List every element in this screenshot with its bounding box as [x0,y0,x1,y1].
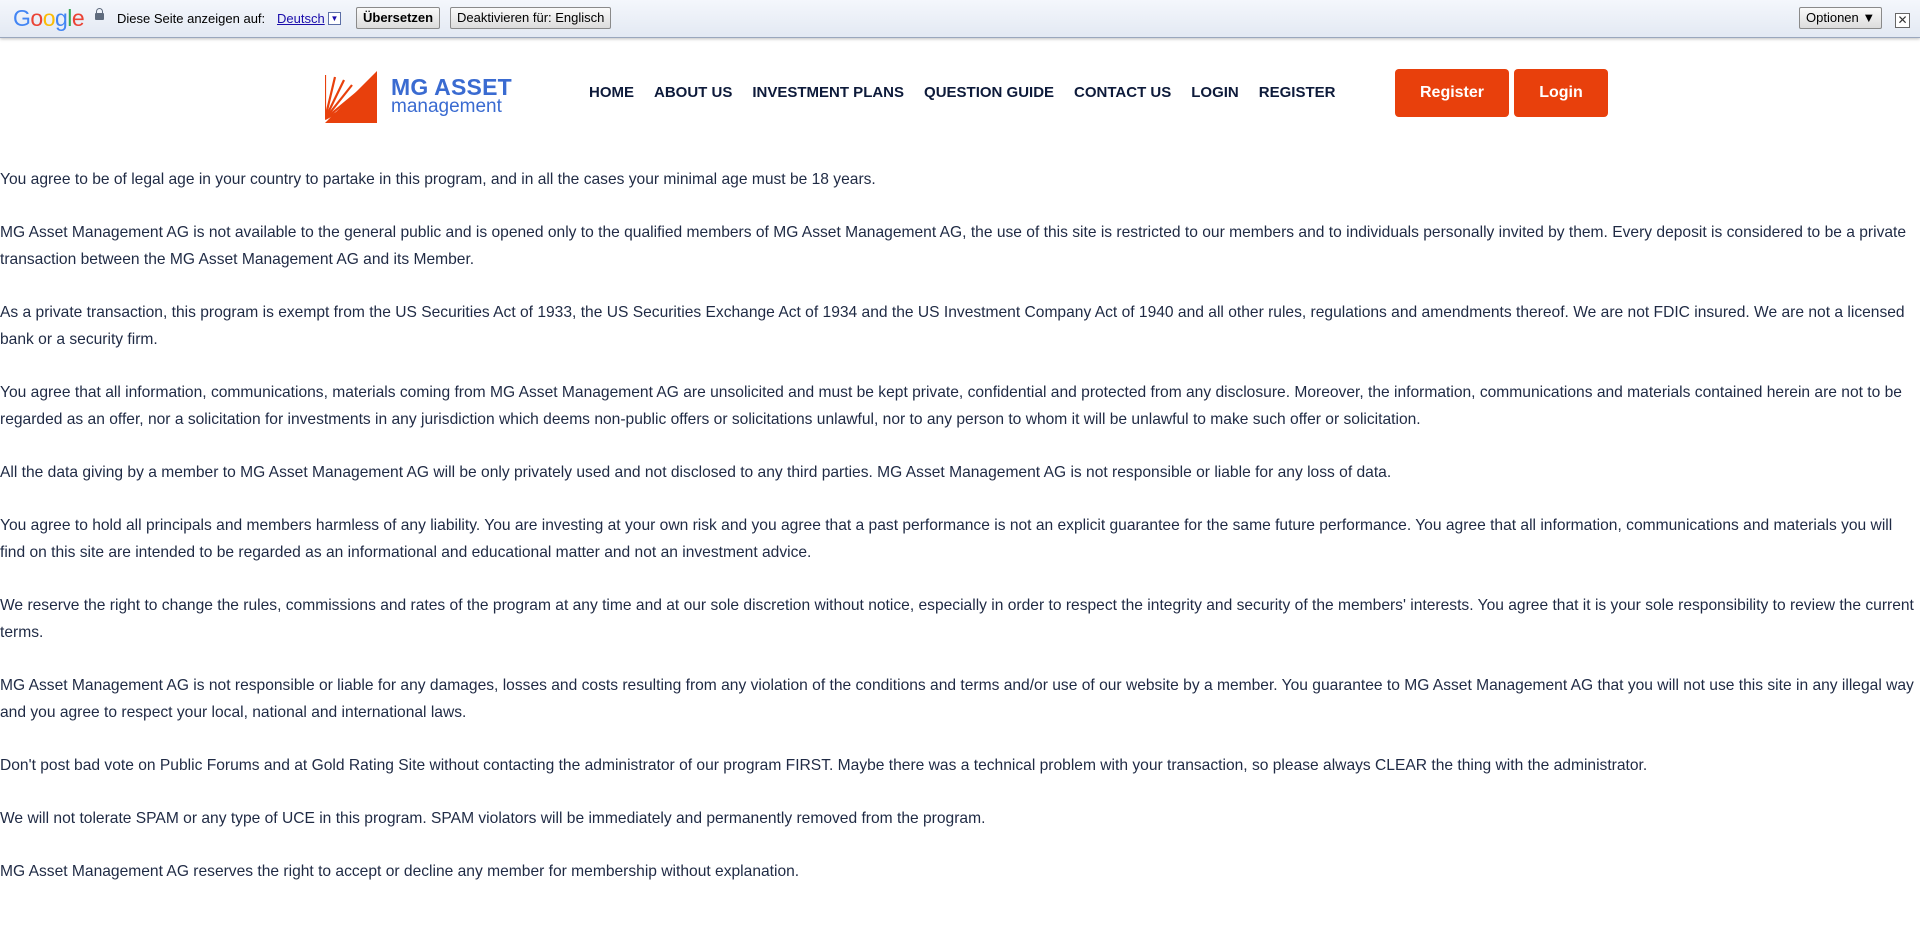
login-button[interactable]: Login [1514,69,1608,117]
close-icon[interactable]: ✕ [1895,13,1910,28]
options-button[interactable]: Optionen ▼ [1799,7,1882,29]
terms-paragraph: MG Asset Management AG is not available to the general public and is opened only to the qualified members of MG Asset Management AG, the use of this site is restricted to our members and to individuals personally invited by them. Every deposit is considered to be a private transaction between the MG Asset Management AG and its Member. [0,224,1907,268]
terms-content [0,166,1920,911]
brand-name-line1: MG ASSET [391,74,512,100]
terms-paragraph: All the data giving by a member to MG Asset Management AG will be only privately used and not disclosed to any third parties. MG Asset Management AG is not responsible or liable for any loss of data. [0,464,1392,481]
brand-logo[interactable] [325,71,515,127]
terms-paragraph: Don't post bad vote on Public Forums and at Gold Rating Site without contacting the administrator of our program FIRST. Maybe there was a technical problem with your transaction, so please always CLEAR the thing with the administrator. [0,757,1648,774]
main-nav [589,84,1355,101]
nav-question-guide[interactable]: QUESTION GUIDE [924,84,1055,101]
logo-mark-icon [325,71,377,123]
nav-investment-plans[interactable]: INVESTMENT PLANS [752,84,905,101]
terms-paragraph: MG Asset Management AG is not responsible or liable for any damages, losses and costs resulting from any violation of the conditions and terms and/or use of our website by a member. You guarantee to MG Asset Management AG that you will not use this site in any illegal way and you agree to respect your local, national and international laws. [0,677,1914,721]
disable-translate-button[interactable]: Deaktivieren für: Englisch [450,7,611,29]
translate-label: Diese Seite anzeigen auf: [117,11,266,26]
brand-name-line2: management [391,96,502,117]
terms-paragraph: You agree to be of legal age in your country to partake in this program, and in all the cases your minimal age must be 18 years. [0,171,876,188]
google-logo: Google [13,5,85,31]
translate-bar [0,0,1920,38]
terms-paragraph: As a private transaction, this program is exempt from the US Securities Act of 1933, the US Securities Exchange Act of 1934 and the US Investment Company Act of 1940 and all other rules, regulations and amendments thereof. We are not FDIC insured. We are not a licensed bank or a security firm. [0,304,1905,348]
language-link[interactable]: Deutsch [277,11,325,26]
nav-home[interactable]: HOME [589,84,634,101]
chevron-down-icon[interactable]: ▼ [328,12,341,25]
terms-paragraph: You agree that all information, communications, materials coming from MG Asset Management AG are unsolicited and must be kept private, confidential and protected from any disclosure. Moreover, the information, communications and materials contained herein are not to be regarded as an offer, nor a solicitation for investments in any jurisdiction which deems non-public offers or solicitations unlawful, nor to any person to whom it will be unlawful to make such offer or solicitation. [0,384,1902,428]
terms-paragraph: You agree to hold all principals and members harmless of any liability. You are investing at your own risk and you agree that a past performance is not an explicit guarantee for the same future performance. You agree that all information, communications and materials you will find on this site are intended to be regarded as an informational and educational matter and not an investment advice. [0,517,1893,561]
terms-paragraph: We will not tolerate SPAM or any type of UCE in this program. SPAM violators will be immediately and permanently removed from the program. [0,810,986,827]
translate-button[interactable]: Übersetzen [356,7,440,29]
nav-about-us[interactable]: ABOUT US [654,84,733,101]
nav-contact-us[interactable]: CONTACT US [1074,84,1172,101]
register-button[interactable]: Register [1395,69,1509,117]
site-header [0,38,1920,148]
nav-register[interactable]: REGISTER [1258,84,1336,101]
terms-paragraph: We reserve the right to change the rules, commissions and rates of the program at any time and at our sole discretion without notice, especially in order to respect the integrity and security of the members' interests. You agree that it is your sole responsibility to review the current terms. [0,597,1914,641]
nav-login[interactable]: LOGIN [1191,84,1239,101]
terms-paragraph: MG Asset Management AG reserves the right to accept or decline any member for membership without explanation. [0,863,800,880]
lock-icon [95,13,104,20]
